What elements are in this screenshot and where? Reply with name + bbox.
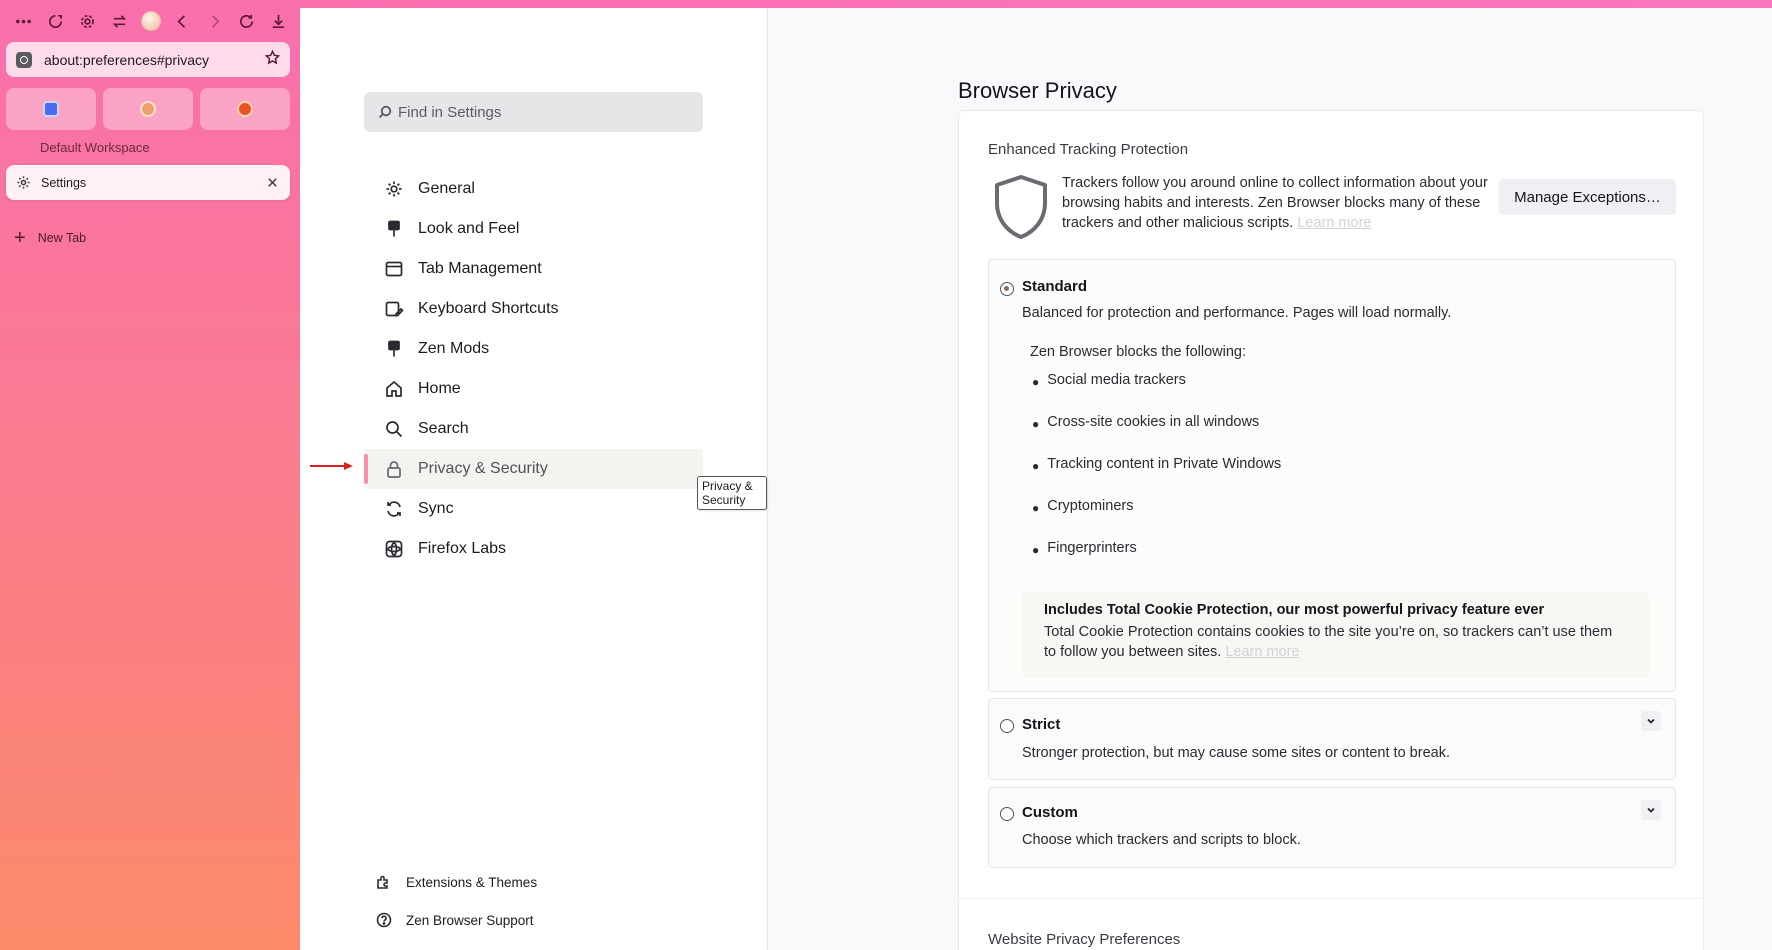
window-icon [384,259,404,279]
url-bar[interactable] [6,42,290,77]
puzzle-icon [376,874,392,890]
close-icon[interactable] [265,175,280,190]
category-firefox-labs[interactable] [364,529,703,569]
option-custom[interactable] [988,787,1676,868]
red-arrow-annotation [310,461,355,471]
tcp-title: Includes Total Cookie Protection, our most powerful privacy feature ever [1044,602,1545,618]
gear-icon [16,175,31,190]
category-label: Privacy & Security [418,460,548,477]
section-divider [959,898,1705,899]
tcp-body-text: Total Cookie Protection contains cookies to the site you’re on, so trackers can’t use them to follow you between sites. [1044,624,1613,660]
reload-icon[interactable] [230,10,262,32]
swap-icon[interactable] [103,10,135,32]
list-item: ● Cross-site cookies in all windows [1032,414,1260,431]
tcp-learn-more-link[interactable]: Learn more [1225,644,1300,660]
chevron-down-icon[interactable] [1641,711,1661,731]
category-zen-mods[interactable] [364,329,703,369]
bottom-links [376,863,537,939]
url-text[interactable]: about:preferences#privacy [44,51,209,68]
category-sync[interactable] [364,489,703,529]
pinned-tab[interactable] [6,88,96,130]
settings-search[interactable] [364,92,703,132]
search-icon [378,105,392,119]
extensions-themes-link[interactable] [376,863,537,901]
category-label: Firefox Labs [418,540,507,557]
paintbrush-icon [384,339,404,359]
sidebar-toolbar [8,10,294,32]
page-title: Browser Privacy [958,78,1117,103]
etp-heading: Enhanced Tracking Protection [988,141,1189,158]
support-link[interactable] [376,901,537,939]
category-label: Zen Mods [418,340,490,357]
search-icon [384,419,404,439]
list-item: ● Cryptominers [1032,498,1134,515]
pinned-tab[interactable] [103,88,193,130]
link-label: Zen Browser Support [406,912,534,928]
keyboard-edit-icon [384,299,404,319]
total-cookie-protection-box [1022,592,1649,678]
list-item-text: Social media trackers [1047,372,1186,388]
radio-strict[interactable] [1000,719,1014,733]
settings-nav [300,8,768,950]
workspace-label[interactable]: Default Workspace [40,140,150,155]
etp-description [1062,173,1492,233]
back-icon[interactable] [167,10,199,32]
list-item-text: Fingerprinters [1047,540,1137,556]
option-description: Choose which trackers and scripts to block. [1022,832,1301,848]
tooltip: Privacy & Security [697,476,767,510]
radio-standard[interactable] [1000,282,1014,296]
list-item: ● Social media trackers [1032,372,1186,389]
option-description: Stronger protection, but may cause some sites or content to break. [1022,745,1450,761]
etp-description-text: Trackers follow you around online to collect information about your browsing habits and interests. Zen Browser blocks many of these trackers and other malicious scripts. [1062,175,1488,231]
browser-sidebar [0,0,300,950]
website-privacy-heading: Website Privacy Preferences [988,931,1181,948]
pinned-tab[interactable] [200,88,290,130]
paintbrush-icon [384,219,404,239]
help-icon [376,912,392,928]
option-standard[interactable] [988,259,1676,692]
category-label: General [418,180,475,197]
privacy-card [958,110,1704,950]
profile-avatar[interactable] [135,10,167,32]
extensions-icon[interactable] [40,10,72,32]
option-title: Standard [1022,278,1088,295]
settings-page [300,8,1772,950]
category-general[interactable] [364,169,703,209]
category-privacy-security[interactable] [364,449,703,489]
category-list [364,169,703,569]
labs-icon [384,539,404,559]
list-item-text: Cross-site cookies in all windows [1047,414,1260,430]
tab-settings[interactable] [6,165,290,200]
option-description: Balanced for protection and performance. Pages will load normally. [1022,305,1452,321]
pinned-site-icon [140,101,156,117]
category-label: Look and Feel [418,220,520,237]
new-tab-label: New Tab [37,231,87,245]
menu-more-icon[interactable] [8,10,40,32]
plus-icon: + [14,227,26,249]
category-label: Sync [418,500,454,517]
category-keyboard-shortcuts[interactable] [364,289,703,329]
category-label: Keyboard Shortcuts [418,300,559,317]
gear-icon [384,179,404,199]
category-label: Search [418,420,469,437]
link-label: Extensions & Themes [406,874,538,890]
option-title: Strict [1022,716,1061,733]
category-home[interactable] [364,369,703,409]
search-input[interactable] [398,104,689,121]
category-look-and-feel[interactable] [364,209,703,249]
sync-icon [384,499,404,519]
category-tab-management[interactable] [364,249,703,289]
list-item: ● Tracking content in Private Windows [1032,456,1282,473]
forward-icon[interactable] [199,10,231,32]
tcp-body [1044,622,1627,662]
gear-icon[interactable] [72,10,104,32]
shield-icon [991,173,1051,241]
download-icon[interactable] [262,10,294,32]
manage-exceptions-button[interactable]: Manage Exceptions… [1499,179,1676,215]
site-identity-icon[interactable] [16,52,32,68]
pinned-tabs [6,88,290,130]
radio-custom[interactable] [1000,807,1014,821]
chevron-down-icon[interactable] [1641,800,1661,820]
list-item-text: Cryptominers [1047,498,1134,514]
category-label: Tab Management [418,260,542,277]
pinned-site-icon [43,101,59,117]
window-top-accent [300,0,1772,8]
blocks-heading: Zen Browser blocks the following: [1030,344,1246,360]
tab-label: Settings [41,175,87,190]
list-item-text: Tracking content in Private Windows [1047,456,1282,472]
learn-more-link[interactable]: Learn more [1297,215,1372,231]
bookmark-star-icon[interactable] [265,50,280,70]
category-label: Home [418,380,461,397]
new-tab-button[interactable] [14,228,86,248]
lock-icon [384,459,404,479]
blocked-list [1032,372,1281,582]
pinned-site-icon [237,101,253,117]
option-title: Custom [1022,804,1078,821]
home-icon [384,379,404,399]
option-strict[interactable] [988,698,1676,780]
category-search[interactable] [364,409,703,449]
list-item: ● Fingerprinters [1032,540,1137,557]
